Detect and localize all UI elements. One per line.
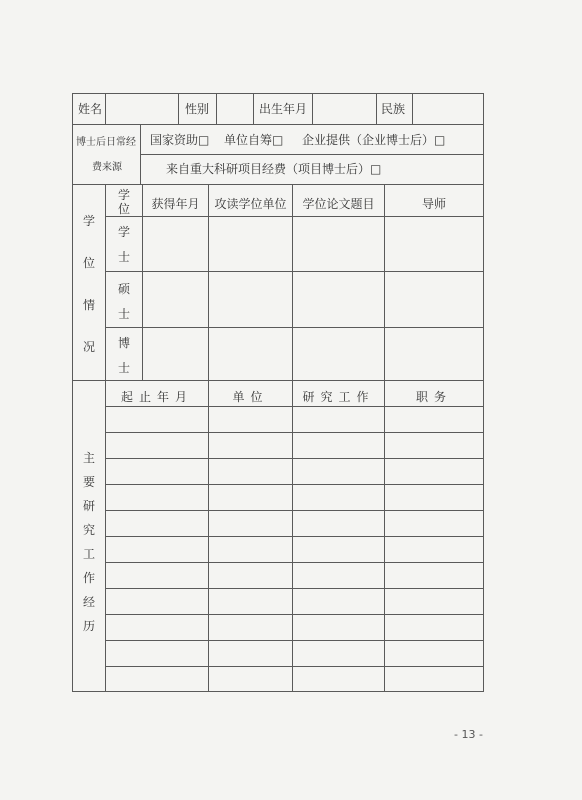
divider-row1	[72, 124, 484, 125]
funding-option-self-label: 单位自筹	[224, 133, 273, 147]
divider-work-r9	[105, 640, 484, 641]
page-number: - 13 -	[454, 728, 483, 741]
divider-work-r4	[105, 510, 484, 511]
birth-value-cell[interactable]	[313, 94, 376, 124]
divider-work-r2	[105, 458, 484, 459]
degree-section-char-2: 位	[82, 256, 95, 270]
divider-degree-2	[105, 327, 484, 328]
funding-option-enterprise-label: 企业提供（企业博士后）	[302, 133, 435, 147]
work-section-char-7: 经	[82, 595, 95, 609]
divider-degree-header	[105, 216, 484, 217]
divider-work-r10	[105, 666, 484, 667]
degree-bachelor-char-2: 士	[117, 250, 130, 264]
col-header-research: 研究工作	[302, 390, 375, 404]
divider-work-r3	[105, 484, 484, 485]
col-header-position: 职务	[415, 390, 452, 404]
table-left-border	[72, 93, 73, 692]
funding-option-national-label: 国家资助	[150, 133, 199, 147]
ethnicity-label: 民族	[381, 102, 406, 116]
degree-doctor-char-2: 士	[117, 361, 130, 375]
degree-type-col	[142, 184, 143, 380]
divider-work-r5	[105, 536, 484, 537]
work-section-char-3: 研	[82, 499, 95, 513]
degree-bachelor-char-1: 学	[117, 225, 130, 239]
funding-label-line1: 博士后日常经	[76, 137, 136, 148]
ethnicity-value-cell[interactable]	[413, 94, 483, 124]
funding-option-enterprise[interactable]	[302, 134, 445, 146]
gender-label: 性别	[185, 102, 210, 116]
funding-option-project[interactable]	[166, 163, 381, 175]
divider-work-r6	[105, 562, 484, 563]
funding-label-col	[140, 124, 141, 184]
work-section-char-1: 主	[82, 451, 95, 465]
divider-work-r7	[105, 588, 484, 589]
degree-section-char-4: 况	[82, 340, 95, 354]
divider-work-header	[105, 406, 484, 407]
divider-degree-end	[72, 380, 484, 381]
row1-col-6	[376, 93, 377, 124]
table-right-border	[483, 93, 484, 692]
row1-col-4	[253, 93, 254, 124]
col-advisor	[384, 184, 385, 691]
name-label: 姓名	[78, 102, 103, 116]
divider-work-r1	[105, 432, 484, 433]
divider-degree-1	[105, 271, 484, 272]
col-unit	[208, 184, 209, 691]
name-value-cell[interactable]	[106, 94, 178, 124]
degree-doctor-char-1: 博	[117, 336, 130, 350]
degree-master-char-2: 士	[117, 307, 130, 321]
degree-section-char-1: 学	[82, 214, 95, 228]
section-label-col	[105, 184, 106, 691]
divider-funding-mid	[140, 154, 484, 155]
gender-value-cell[interactable]	[217, 94, 253, 124]
divider-work-r8	[105, 614, 484, 615]
funding-option-national[interactable]	[150, 134, 209, 146]
work-section-char-8: 历	[82, 619, 95, 633]
birth-label: 出生年月	[259, 102, 308, 116]
work-section-char-2: 要	[82, 475, 95, 489]
funding-option-self[interactable]	[224, 134, 283, 146]
divider-funding-end	[72, 184, 484, 185]
work-section-char-5: 工	[82, 547, 95, 561]
col-header-period: 起止年月	[120, 390, 193, 404]
table-bottom-border	[72, 691, 484, 692]
checkbox-self[interactable]: □	[272, 133, 284, 147]
col-header-unit: 攻读学位单位	[214, 197, 287, 211]
col-header-work-unit: 单位	[232, 390, 269, 404]
col-header-year: 获得年月	[151, 197, 200, 211]
checkbox-enterprise[interactable]: □	[434, 133, 446, 147]
row1-col-2	[178, 93, 179, 124]
checkbox-project[interactable]: □	[370, 162, 382, 176]
degree-section-char-3: 情	[82, 298, 95, 312]
work-section-char-4: 究	[82, 523, 95, 537]
degree-col-header-1: 学	[117, 188, 130, 202]
col-header-advisor: 导师	[421, 197, 446, 211]
col-thesis	[292, 184, 293, 691]
col-header-thesis: 学位论文题目	[302, 197, 375, 211]
funding-option-project-label: 来自重大科研项目经费（项目博士后）	[166, 162, 371, 176]
checkbox-national[interactable]: □	[198, 133, 210, 147]
funding-label-line2: 费来源	[92, 162, 122, 173]
degree-col-header-2: 位	[117, 202, 130, 216]
degree-master-char-1: 硕	[117, 282, 130, 296]
work-section-char-6: 作	[82, 571, 95, 585]
